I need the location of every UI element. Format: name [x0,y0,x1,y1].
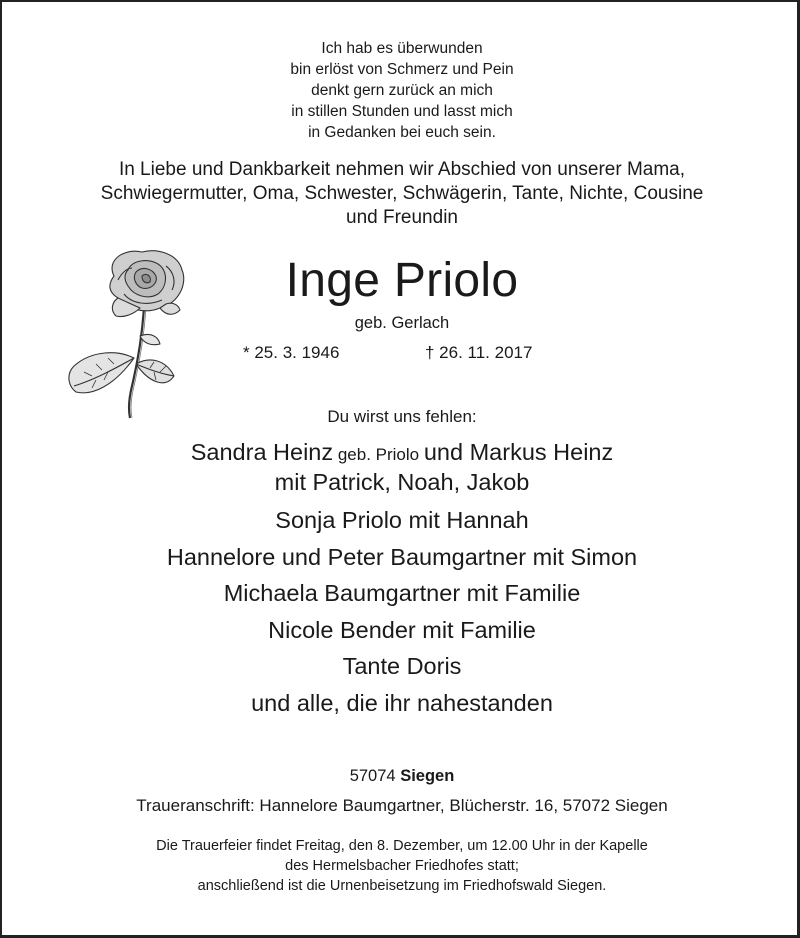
mourner-line: Hannelore und Peter Baumgartner mit Simon [166,543,638,570]
location-line [2,765,800,787]
poem-line: Ich hab es überwunden [321,40,483,57]
mourner-line: und alle, die ihr nahestanden [251,689,553,716]
mourner-line: mit Patrick, Noah, Jakob [274,469,530,495]
farewell-line: Du wirst uns fehlen: [327,407,477,426]
mourner-line [2,438,800,468]
intro-line: In Liebe und Dankbarkeit nehmen wir Abschied von unserer Mama, [118,159,686,180]
mourning-address: Traueranschrift: Hannelore Baumgartner, Blücherstr. 16, 57072 Siegen [136,796,668,815]
mourner-maiden-name: geb. Priolo [333,445,424,464]
intro-line: Schwiegermutter, Oma, Schwester, Schwägerin, Tante, Nichte, Cousine [100,183,704,204]
mourner-line: Michaela Baumgartner mit Familie [223,580,581,606]
intro-line: und Freundin [346,207,458,228]
mourner-name: Sandra Heinz [190,439,334,465]
notice-line: anschließend ist die Urnenbeisetzung im Friedhofswald Siegen. [197,878,607,894]
death-date: † 26. 11. 2017 [425,343,533,362]
poem-line: denkt gern zurück an mich [311,82,493,99]
poem-line: in stillen Stunden und lasst mich [291,103,513,120]
mourners-list [2,438,800,721]
memorial-poem [2,38,800,143]
maiden-name: geb. Gerlach [354,314,450,332]
service-notice [2,836,800,896]
birth-date: * 25. 3. 1946 [243,343,340,362]
city-name: Siegen [400,767,455,785]
intro-text [2,158,800,230]
notice-line: des Hermelsbacher Friedhofes statt; [285,858,519,874]
mourner-name: und Markus Heinz [423,439,614,465]
deceased-name: Inge Priolo [285,254,519,307]
mourner-line: Sonja Priolo mit Hannah [275,507,529,533]
postal-code: 57074 [349,767,396,785]
poem-line: bin erlöst von Schmerz und Pein [290,61,514,78]
mourner-line: Tante Doris [342,653,462,679]
mourner-line: Nicole Bender mit Familie [268,616,536,643]
poem-line: in Gedanken bei euch sein. [308,124,496,141]
notice-line: Die Trauerfeier findet Freitag, den 8. Dezember, um 12.00 Uhr in der Kapelle [156,838,648,854]
